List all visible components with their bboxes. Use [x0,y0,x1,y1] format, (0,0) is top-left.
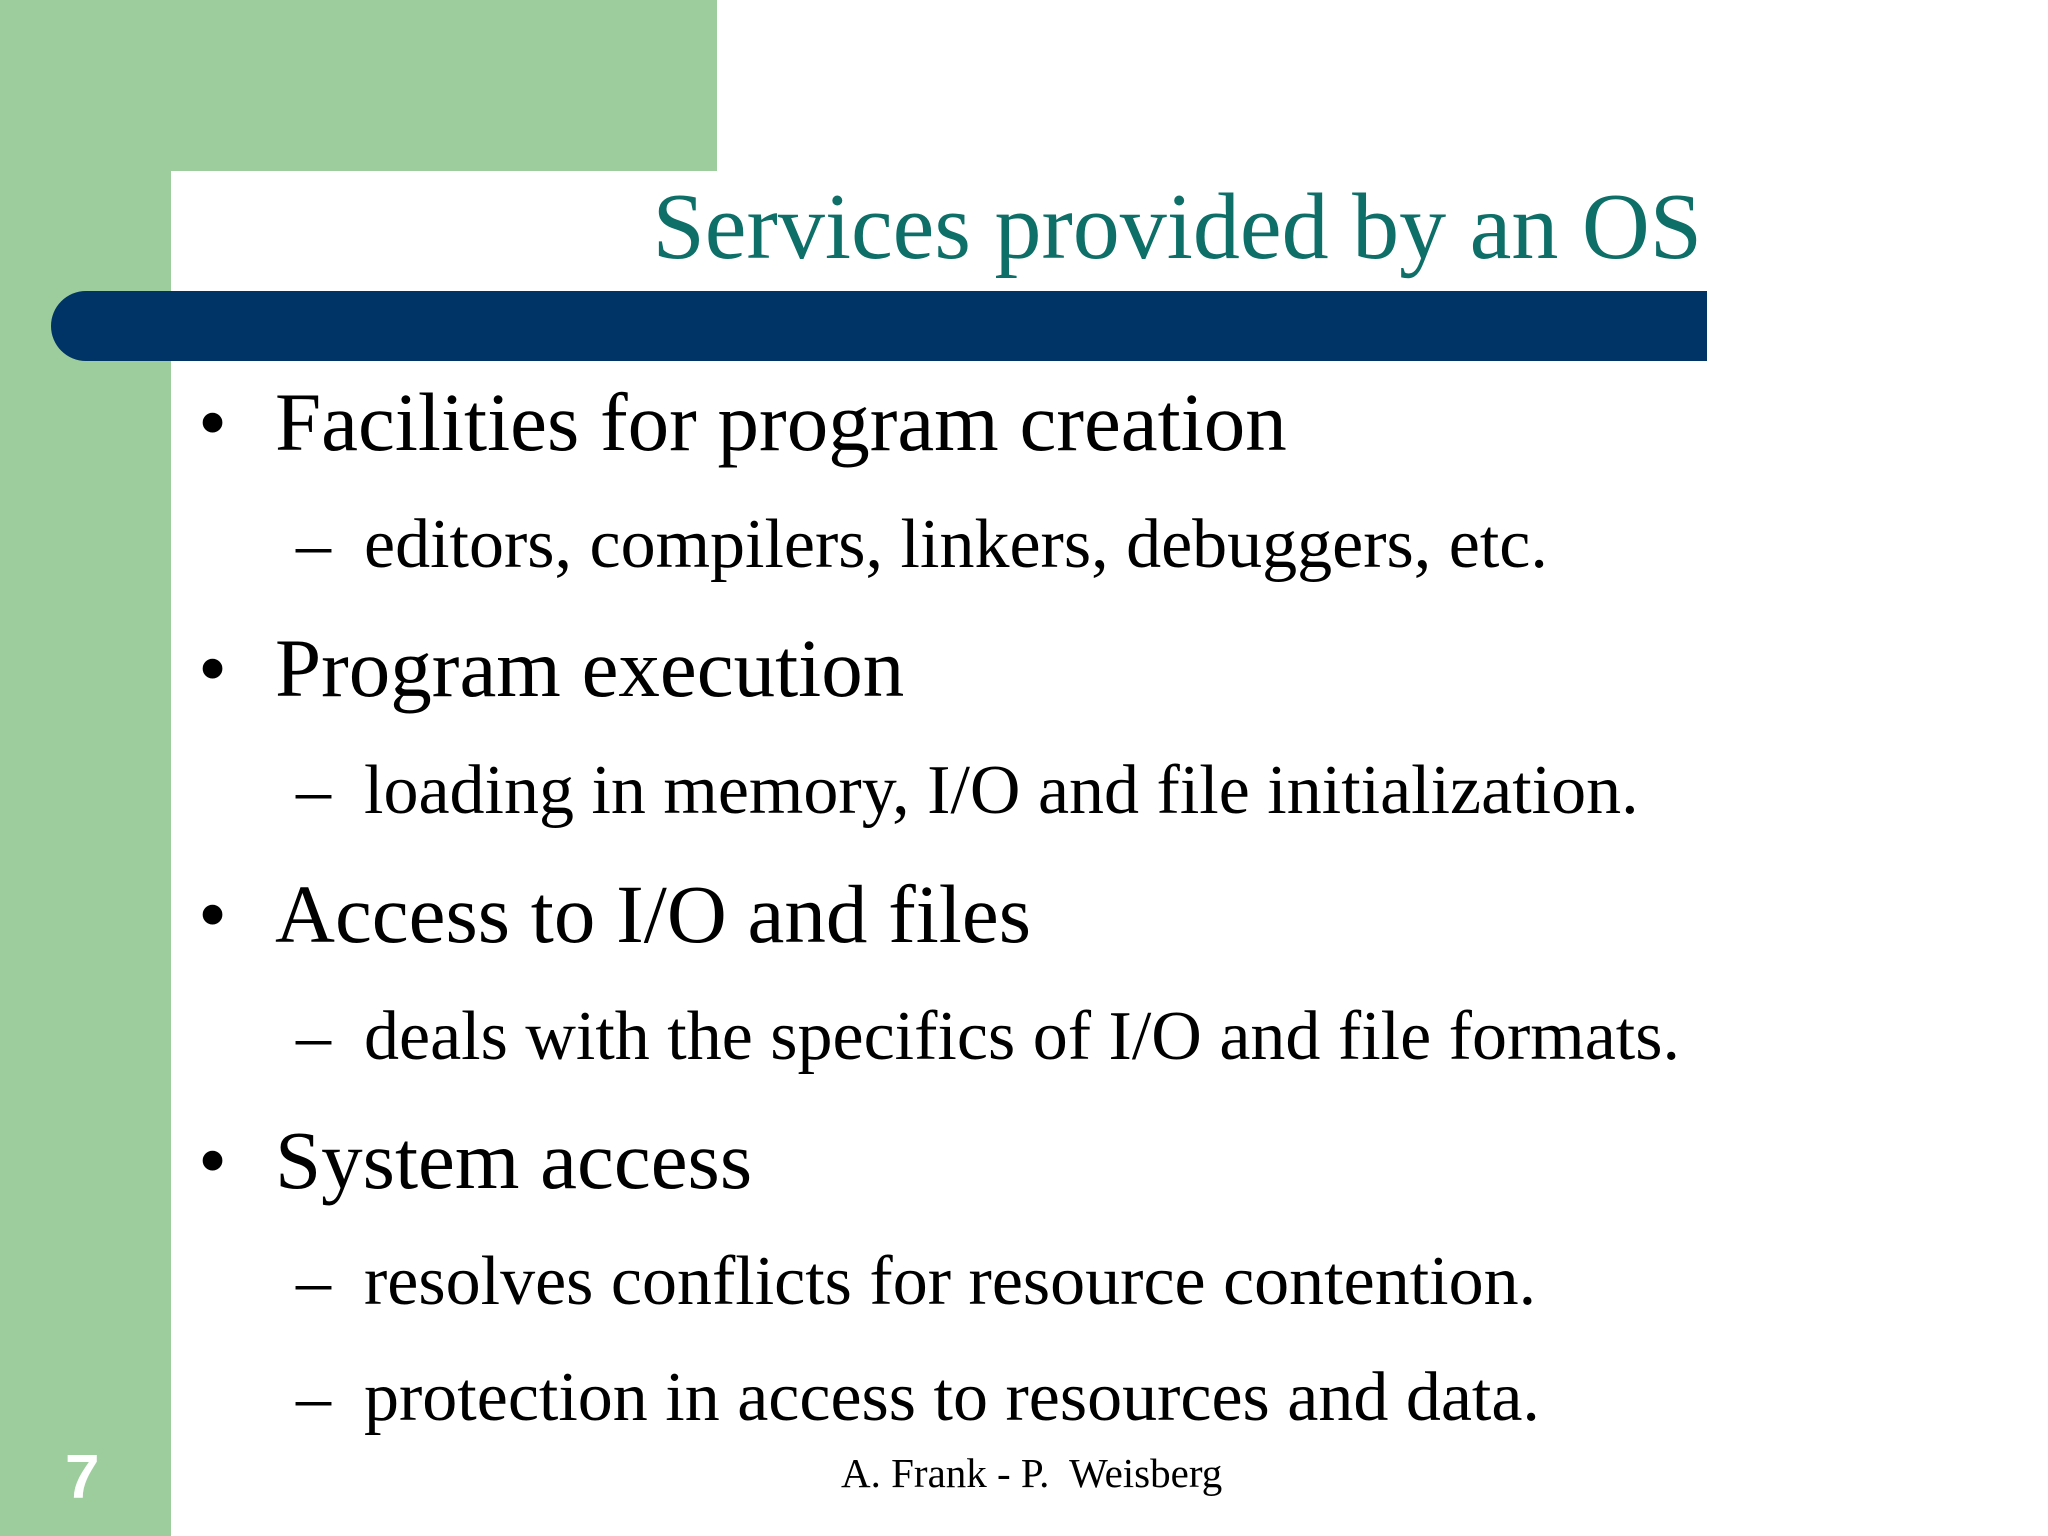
sub-bullet-dash: – [296,1243,331,1320]
sub-bullet-text: editors, compilers, linkers, debuggers, etc. [364,506,1548,583]
sub-bullet-item [296,503,1548,587]
bullet-dot: • [198,868,228,960]
page-number: 7 [65,1443,100,1512]
bullet-item [198,864,1031,964]
sub-bullet-text: protection in access to resources and data. [364,1359,1540,1436]
sub-bullet-dash: – [296,506,331,583]
footer-authors: A. Frank - P. Weisberg [841,1450,1223,1496]
sub-bullet-text: resolves conflicts for resource contention. [364,1243,1537,1320]
bullet-text: System access [275,1114,753,1206]
bullet-dot: • [198,1114,228,1206]
sub-bullet-text: loading in memory, I/O and file initialization. [364,752,1639,829]
slide-title: Services provided by an OS [652,175,1702,279]
bullet-item [198,618,904,718]
bullet-text: Program execution [275,622,905,714]
bullet-text: Access to I/O and files [275,868,1031,960]
bullet-dot: • [198,622,228,714]
sub-bullet-dash: – [296,1359,331,1436]
sub-bullet-item [296,995,1680,1079]
bullet-item [198,372,1287,472]
bullet-dot: • [198,376,228,468]
sub-bullet-text: deals with the specifics of I/O and file formats. [364,998,1680,1075]
sub-bullet-item [296,1240,1536,1324]
sub-bullet-dash: – [296,998,331,1075]
sub-bullet-item [296,749,1639,833]
bullet-text: Facilities for program creation [275,376,1287,468]
sub-bullet-dash: – [296,752,331,829]
sub-bullet-item [296,1356,1540,1440]
bullet-item [198,1110,752,1210]
